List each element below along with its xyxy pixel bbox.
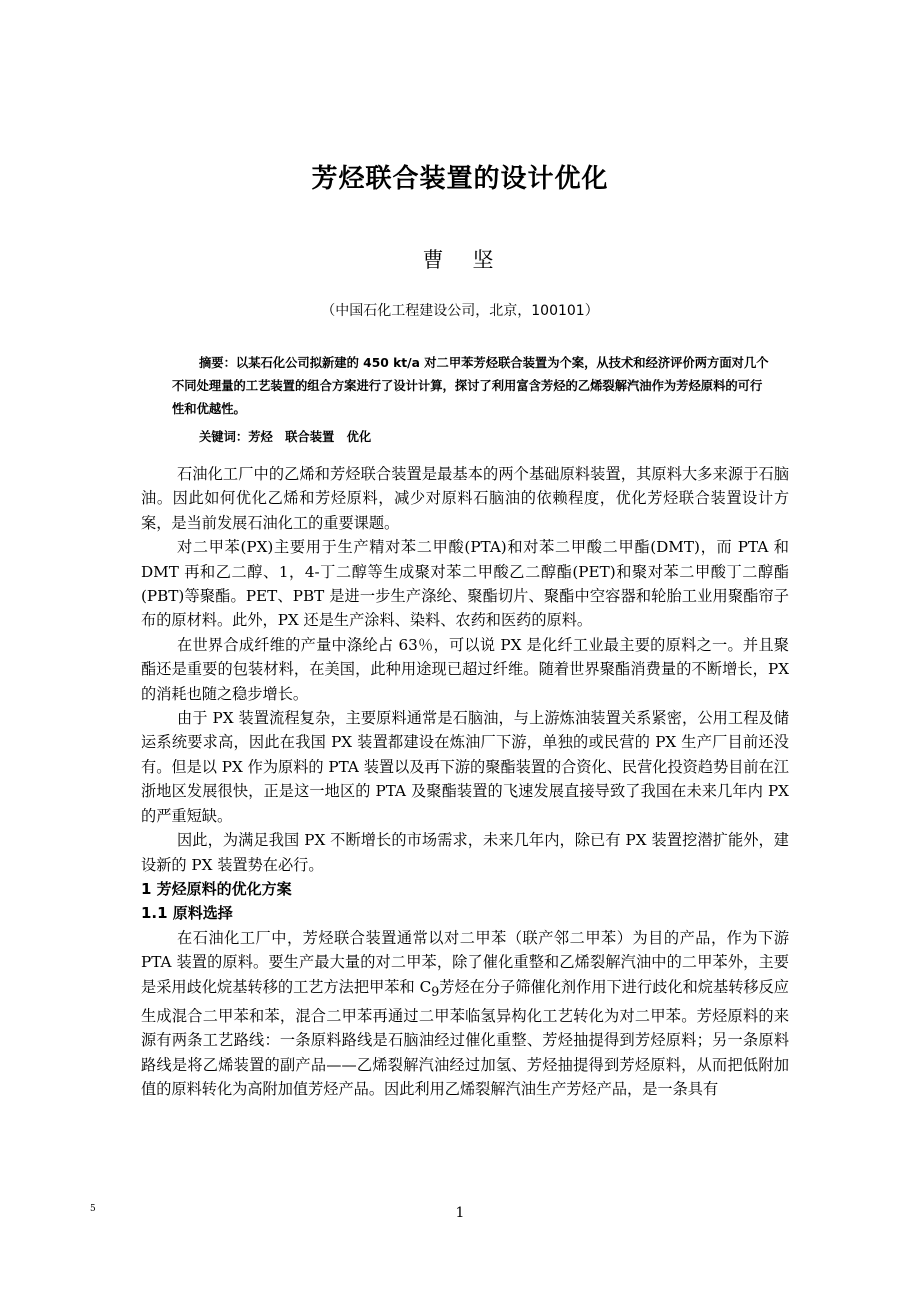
paragraph: 在世界合成纤维的产量中涤纶占 63％，可以说 PX 是化纤工业最主要的原料之一。并且聚酯还是重要的包装材料，在美国，此种用途现已超过纤维。随着世界聚酯消费量的不断增长，PX 的消耗也随之稳步增长。	[141, 635, 789, 703]
paragraph-part-2: 芳烃在分子筛催化剂作用下进行歧化和烷基转移反应生成混合二甲苯和苯，混合二甲苯再通过二甲苯临氢异构化工艺转化为对二甲苯。芳烃原料的来源有两条工艺路线：一条原料路线是石脑油经过催化重整、芳烃抽提得到芳烃原料；另一条原料路线是将乙烯装置的副产品——乙烯裂解汽油经过加氢、芳烃抽提得到芳烃原料，从而把低附加值的原料转化为高附加值芳烃产品。因此利用乙烯裂解汽油生产芳烃产品，是一条具有	[141, 977, 789, 1099]
keywords-text: 芳烃 联合装置 优化	[248, 430, 372, 444]
abstract-text: 以某石化公司拟新建的 450 kt/a 对二甲苯芳烃联合装置为个案，从技术和经济评价两方面对几个不同处理量的工艺装置的组合方案进行了设计计算，探讨了利用富含芳烃的乙烯裂解汽油作为芳烃原料的可行性和优越性。	[172, 356, 769, 416]
abstract-label: 摘要：	[199, 356, 236, 370]
paragraph: 对二甲苯(PX)主要用于生产精对苯二甲酸(PTA)和对苯二甲酸二甲酯(DMT)，而 PTA 和 DMT 再和乙二醇、1，4-丁二醇等生成聚对苯二甲酸乙二醇酯(PET)和聚对苯二甲酸丁二醇酯(PBT)等聚酯。PET、PBT 是进一步生产涤纶、聚酯切片、聚酯中空容器和轮胎工业用聚酯帘子布的原材料。此外，PX 还是生产涂料、染料、农药和医药的原料。	[141, 538, 789, 630]
section-heading: 1 芳烃原料的优化方案	[141, 879, 292, 898]
author-name: 曹 坚	[422, 248, 498, 272]
paragraph: 由于 PX 装置流程复杂，主要原料通常是石脑油，与上游炼油装置关系紧密，公用工程及储运系统要求高，因此在我国 PX 装置都建设在炼油厂下游，单独的或民营的 PX 生产厂目前还没有。但是以 PX 作为原料的 PTA 装置以及再下游的聚酯装置的合资化、民营化投资趋势目前在江浙地区发展很快，正是这一地区的 PTA 及聚酯装置的飞速发展直接导致了我国在未来几年内 PX 的严重短缺。	[141, 709, 789, 825]
keywords	[199, 427, 371, 445]
document-title: 芳烃联合装置的设计优化	[311, 164, 609, 194]
paragraph-part-1: 在石油化工厂中，芳烃联合装置通常以对二甲苯（联产邻二甲苯）为目的产品，作为下游 PTA 装置的原料。要生产最大量的对二甲苯，除了催化重整和乙烯裂解汽油中的二甲苯外，主要是采用歧化烷基转移的工艺方法把甲苯和 C	[141, 928, 789, 996]
subsection-heading: 1.1 原料选择	[141, 904, 233, 923]
paragraph	[141, 926, 789, 1102]
abstract	[172, 352, 772, 421]
affiliation: （中国石化工程建设公司，北京，100101）	[321, 303, 599, 319]
paragraph: 因此，为满足我国 PX 不断增长的市场需求，未来几年内，除已有 PX 装置挖潜扩能外，建设新的 PX 装置势在必行。	[141, 831, 789, 874]
paragraph: 石油化工厂中的乙烯和芳烃联合装置是最基本的两个基础原料装置，其原料大多来源于石脑油。因此如何优化乙烯和芳烃原料，减少对原料石脑油的依赖程度，优化芳烃联合装置设计方案，是当前发展石油化工的重要课题。	[141, 465, 789, 532]
keywords-label: 关键词：	[199, 430, 249, 444]
subscript-9: 9	[431, 983, 440, 999]
page-number: 1	[455, 1205, 465, 1221]
body-text	[141, 462, 789, 1102]
footer-mark: 5	[90, 1204, 96, 1214]
